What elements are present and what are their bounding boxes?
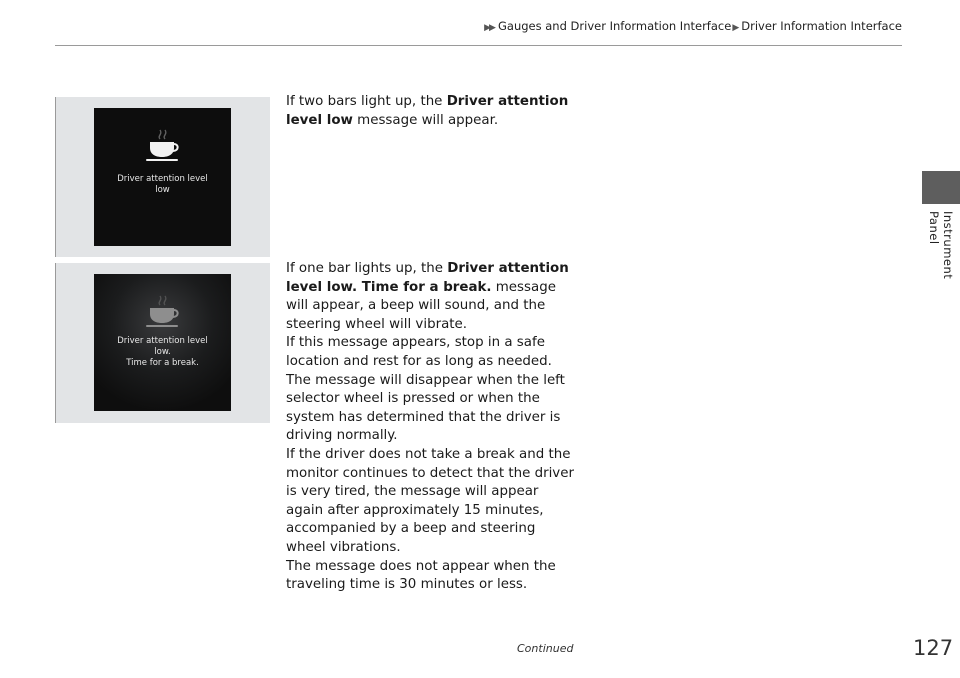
- screen-message: Driver attention level low: [117, 174, 208, 195]
- coffee-cup-icon: [141, 128, 185, 164]
- paragraph-disappear: The message will disappear when the left selector wheel is pressed or when the system has determined that the driver is driving normally.: [286, 372, 565, 444]
- breadcrumb-section[interactable]: Gauges and Driver Information Interface: [497, 19, 732, 33]
- header-divider: [55, 45, 902, 46]
- arrow-icon: ▶: [732, 23, 740, 33]
- continued-label: Continued: [517, 642, 574, 655]
- double-arrow-icon: ▶▶: [484, 23, 494, 33]
- paragraph-travel-time: The message does not appear when the traveling time is 30 minutes or less.: [286, 558, 556, 593]
- paragraph-two-bars: [286, 93, 576, 130]
- paragraph-one-bar: [286, 260, 576, 595]
- text: message will appear, a beep will sound, and the steering wheel will vibrate.: [286, 279, 556, 332]
- paragraph-stop: If this message appears, stop in a safe location and rest for as long as needed.: [286, 335, 552, 369]
- figure-time-for-break: [55, 263, 270, 423]
- page-number: 127: [913, 636, 954, 660]
- figure-attention-low: [55, 97, 270, 257]
- breadcrumb-subsection[interactable]: Driver Information Interface: [741, 19, 902, 33]
- screen-message: Driver attention level low. Time for a break.: [117, 336, 208, 368]
- text: message will appear.: [352, 112, 499, 128]
- paragraph-repeat: If the driver does not take a break and the monitor continues to detect that the driver is very tired, the message will appear again after approximately 15 minutes, accompanied by a beep and steering wheel vibrations.: [286, 446, 574, 555]
- breadcrumb: [484, 19, 902, 33]
- chapter-tab-marker: [922, 171, 960, 204]
- message-name: Driver attention level low: [286, 94, 569, 128]
- message-name: Driver attention level low. Time for a break.: [286, 261, 569, 295]
- display-screen: [94, 108, 231, 246]
- chapter-tab-label: Instrument Panel: [927, 211, 955, 280]
- coffee-cup-icon: [141, 294, 185, 330]
- text: If one bar lights up, the: [286, 261, 448, 276]
- text: If two bars light up, the: [286, 94, 447, 109]
- display-screen: [94, 274, 231, 411]
